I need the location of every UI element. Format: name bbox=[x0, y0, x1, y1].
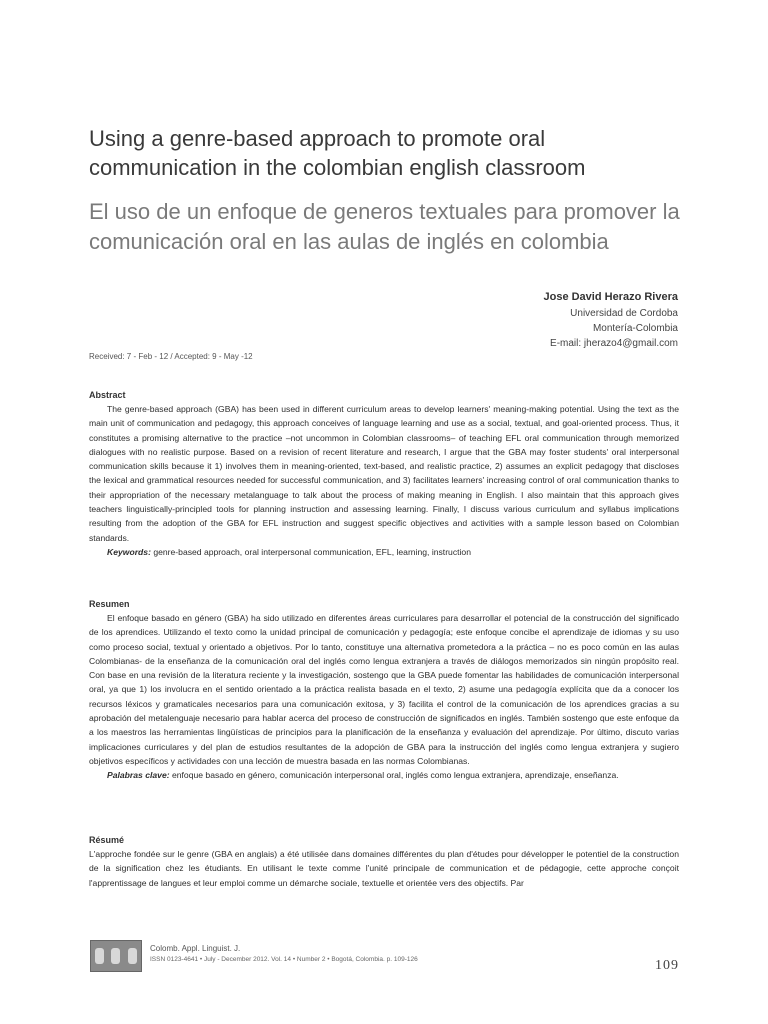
palabras-clave-text: enfoque basado en género, comunicación interpersonal oral, inglés como lengua extranjera, aprendizaje, enseñanza. bbox=[169, 770, 619, 781]
resumen-heading: Resumen bbox=[89, 599, 130, 609]
keywords-text: genre-based approach, oral interpersonal communication, EFL, learning, instruction bbox=[150, 546, 471, 557]
abstract-body: The genre-based approach (GBA) has been used in different curriculum areas to develop learners' meaning-making potential. Using the text as the main unit of communication and pedagogy, this approach conceives of language learning and use as a social, textual, and goal-oriented process. Thus, it constitutes a promising alternative to the practice –not uncommon in Colombian classrooms– of teaching EFL oral communication through memorized dialogues with no realistic purpose. Based on a revision of recent literature and research, I argue that the GBA may foster students' oral interpersonal communication skills because it 1) involves them in meaning-oriented, text-based, and realistic practice, 2) assumes an explicit pedagogy that discloses the lexical and grammatical resources needed for successful communication, and 3) facilitates learners' increasing control of oral communication thanks to their appropriation of the necessary metalanguage to talk about the process of making meaning in English. I also maintain that this approach gives teachers linguistically-principled tools for planning instruction and assessing learning. Finally, I discuss various curriculum and syllabus implications resulting from the adoption of the GBA for EFL instruction and suggest specific objectives and activities with a sample lesson based on Colombian standards. bbox=[89, 404, 679, 543]
resumen-keywords bbox=[89, 768, 679, 782]
author-email: E-mail: jherazo4@gmail.com bbox=[550, 338, 678, 349]
journal-issn: ISSN 0123-4641 • July - December 2012. Vol. 14 • Number 2 • Bogotá, Colombia. p. 109-126 bbox=[150, 956, 418, 963]
author-name: Jose David Herazo Rivera bbox=[543, 291, 678, 303]
logo-figure-icon bbox=[128, 948, 137, 964]
spanish-title: El uso de un enfoque de generos textuales para promover la comunicación oral en las aulas de inglés en colombia bbox=[89, 199, 680, 254]
author-affiliation: Universidad de Cordoba bbox=[570, 308, 678, 319]
journal-name: Colomb. Appl. Linguist. J. bbox=[150, 944, 241, 953]
resume-section bbox=[89, 834, 679, 890]
author-location: Montería-Colombia bbox=[592, 323, 678, 334]
abstract-keywords bbox=[89, 545, 679, 559]
author-block bbox=[543, 289, 678, 351]
footer-journal bbox=[150, 943, 418, 965]
resume-body: L'approche fondée sur le genre (GBA en anglais) a été utilisée dans domaines différentes du plan d'études pour développer le potentiel de la construction de la signification chez les étudiants. En utilisant le texte comme l'unité principale de communication et de pédagogie, cette approche conçoit l'apprentissage de langues et leur emploi comme un démarche sociale, textuelle et orientée vers des objectifs. Par bbox=[89, 849, 679, 888]
keywords-label: Keywords: bbox=[107, 546, 151, 557]
abstract-heading: Abstract bbox=[89, 390, 126, 400]
resume-heading: Résumé bbox=[89, 835, 125, 845]
palabras-clave-label: Palabras clave: bbox=[107, 770, 170, 781]
page-number: 109 bbox=[655, 958, 679, 973]
resumen-section bbox=[89, 598, 679, 783]
received-dates: Received: 7 - Feb - 12 / Accepted: 9 - May -12 bbox=[89, 352, 253, 361]
logo-figure-icon bbox=[111, 948, 120, 964]
english-title: Using a genre-based approach to promote oral communication in the colombian english classroom bbox=[89, 126, 586, 180]
logo-figure-icon bbox=[95, 948, 104, 964]
abstract-section bbox=[89, 389, 679, 559]
journal-logo bbox=[90, 940, 142, 972]
resumen-body: El enfoque basado en género (GBA) ha sido utilizado en diferentes áreas curriculares para desarrollar el potencial de la construcción del significado de los aprendices. Utilizando el texto como la unidad principal de comunicación y pedagogía; este enfoque concibe el aprendizaje de idiomas y su uso como proceso social, textual y orientado a objetivos. Por lo tanto, constituye una alternativa prometedora a la práctica – no es poco común en las aulas Colombianas- de la enseñanza de la comunicación oral del inglés como lengua extranjera a través de diálogos memorizados sin ningún propósito real. Con base en una revisión de la literatura reciente y la investigación, sostengo que la GBA puede fomentar las habilidades de comunicación interpersonal oral, ya que 1) los involucra en el sentido orientado a la práctica realista basada en el texto, 2) asume una pedagogía explícita que da a conocer los recursos léxicos y gramaticales necesarios para una comunicación exitosa, y 3) facilita el control de la comunicación de los aprendices gracias a su aprobación del metalenguaje necesario para hablar acerca del proceso de construcción de significados en inglés. También sostengo que este enfoque da a los maestros las herramientas lingüísticas de principios para la planificación de la enseñanza y evaluación del aprendizaje. Por último, discuto varias implicaciones curriculares y del plan de estudios resultantes de la adopción de GBA para la instrucción del inglés como lengua extranjera y sugiero objetivos específicos y actividades con una lección de muestra basada en las normas Colombianas. bbox=[89, 613, 679, 766]
